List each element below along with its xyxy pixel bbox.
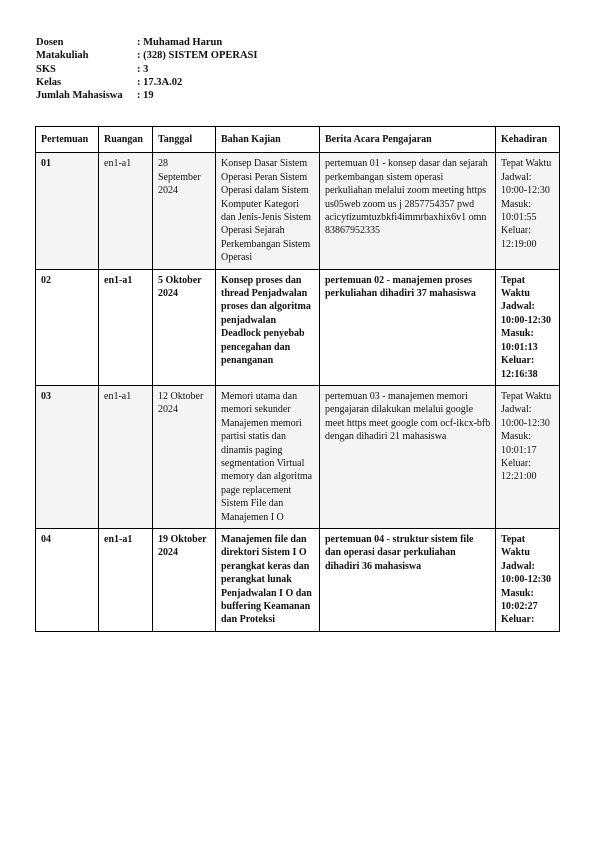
kelas-label: Kelas (36, 76, 62, 88)
separator: : (137, 50, 144, 62)
cell-berita-acara: pertemuan 01 - konsep dasar dan sejarah perkembangan sistem operasi perkuliahan melalui zoom meeting https us05web zoom us j 2857754357 pwd acicytizumtuzbkfi4immrbaxhix6v1 omn 83867952335 (320, 153, 496, 269)
table-row (36, 153, 560, 269)
cell-ruangan: en1-a1 (99, 269, 153, 385)
cell-pertemuan: 03 (36, 385, 99, 528)
matakuliah-value: (328) SISTEM OPERASI (143, 50, 258, 62)
cell-kehadiran: Tepat Waktu Jadwal: 10:00-12:30 Masuk: 10:02:27 Keluar: (496, 528, 560, 631)
cell-bahan-kajian: Konsep proses dan thread Penjadwalan proses dan algoritma penjadwalan Deadlock penyebab pencegahan dan penanganan (216, 269, 320, 385)
info-row-dosen (36, 36, 257, 49)
cell-pertemuan: 04 (36, 528, 99, 631)
jumlah-label: Jumlah Mahasiswa (36, 90, 123, 102)
sks-value: 3 (143, 63, 149, 75)
cell-berita-acara: pertemuan 02 - manajemen proses perkuliahan dihadiri 37 mahasiswa (320, 269, 496, 385)
table-row (36, 385, 560, 528)
cell-pertemuan: 02 (36, 269, 99, 385)
cell-bahan-kajian: Konsep Dasar Sistem Operasi Peran Sistem Operasi dalam Sistem Komputer Kategori dan Jenis-Jenis Sistem Operasi Sejarah Perkembangan Sistem Operasi (216, 153, 320, 269)
header-ruangan: Ruangan (99, 127, 153, 153)
header-tanggal: Tanggal (153, 127, 216, 153)
header-pertemuan: Pertemuan (36, 127, 99, 153)
cell-ruangan: en1-a1 (99, 528, 153, 631)
separator: : (137, 90, 144, 102)
cell-ruangan: en1-a1 (99, 153, 153, 269)
cell-pertemuan: 01 (36, 153, 99, 269)
info-row-kelas (36, 76, 257, 89)
cell-ruangan: en1-a1 (99, 385, 153, 528)
attendance-table (35, 126, 560, 632)
info-row-sks (36, 63, 257, 76)
cell-bahan-kajian: Manajemen file dan direktori Sistem I O perangkat keras dan perangkat lunak Penjadwalan I O dan buffering Keamanan dan Proteksi (216, 528, 320, 631)
cell-bahan-kajian: Memori utama dan memori sekunder Manajemen memori partisi statis dan dinamis paging segmentation Virtual memory dan algoritma page replacement Sistem File dan Manajemen I O (216, 385, 320, 528)
header-berita-acara: Berita Acara Pengajaran (320, 127, 496, 153)
cell-kehadiran: Tepat Waktu Jadwal: 10:00-12:30 Masuk: 10:01:13 Keluar: 12:16:38 (496, 269, 560, 385)
table-row (36, 269, 560, 385)
dosen-label: Dosen (36, 37, 64, 48)
dosen-value: Muhamad Harun (143, 37, 223, 48)
header-kehadiran: Kehadiran (496, 127, 560, 153)
cell-kehadiran: Tepat Waktu Jadwal: 10:00-12:30 Masuk: 10:01:55 Keluar: 12:19:00 (496, 153, 560, 269)
header-bahan-kajian: Bahan Kajian (216, 127, 320, 153)
cell-tanggal: 19 Oktober 2024 (153, 528, 216, 631)
kelas-value: 17.3A.02 (143, 76, 183, 88)
separator: : (137, 76, 144, 88)
course-info (36, 36, 257, 102)
jumlah-value: 19 (143, 90, 154, 102)
table-header-row (36, 127, 560, 153)
separator: : (137, 37, 144, 48)
matakuliah-label: Matakuliah (36, 50, 89, 62)
sks-label: SKS (36, 63, 56, 75)
cell-tanggal: 28 September 2024 (153, 153, 216, 269)
info-row-matakuliah (36, 49, 257, 62)
cell-tanggal: 5 Oktober 2024 (153, 269, 216, 385)
cell-tanggal: 12 Oktober 2024 (153, 385, 216, 528)
info-row-jumlah (36, 89, 257, 102)
separator: : (137, 63, 144, 75)
table-row (36, 528, 560, 631)
cell-kehadiran: Tepat Waktu Jadwal: 10:00-12:30 Masuk: 10:01:17 Keluar: 12:21:00 (496, 385, 560, 528)
cell-berita-acara: pertemuan 04 - struktur sistem file dan operasi dasar perkuliahan dihadiri 36 mahasiswa (320, 528, 496, 631)
cell-berita-acara: pertemuan 03 - manajemen memori pengajaran dilakukan melalui google meet https meet google com ocf-ikcx-bfb dengan dihadiri 21 mahasiswa (320, 385, 496, 528)
